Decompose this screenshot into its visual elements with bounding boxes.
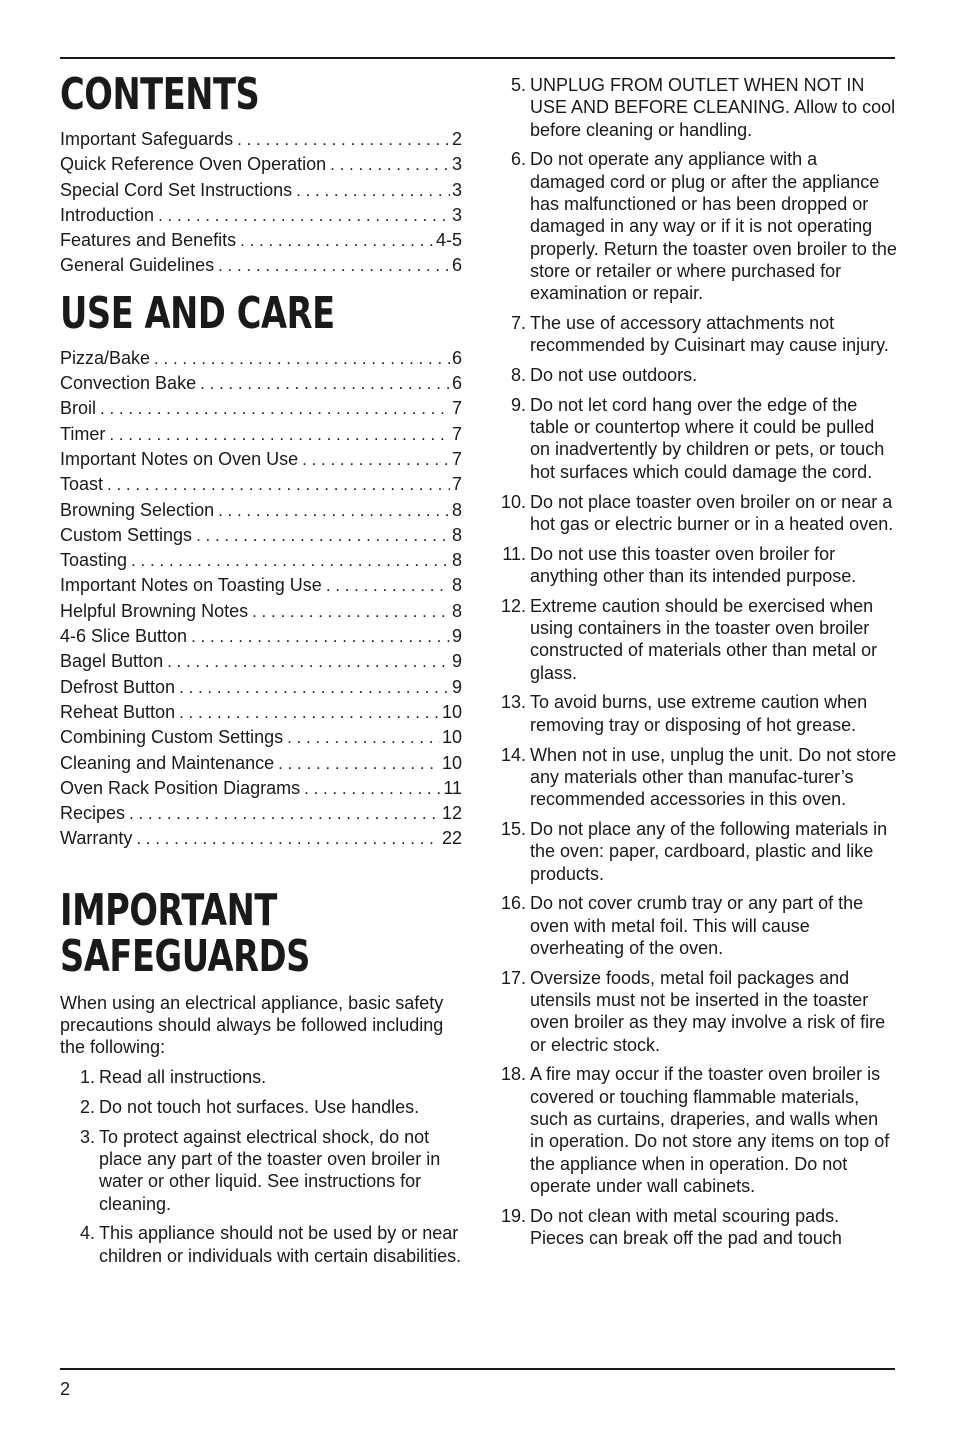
toc-entry-title: Important Notes on Toasting Use <box>60 575 322 596</box>
toc-dot-leader <box>200 371 450 396</box>
toc-entry <box>60 523 462 548</box>
toc-entry <box>60 599 462 624</box>
safeguard-number: 8. <box>510 365 526 386</box>
toc-entry-title: 4-6 Slice Button <box>60 626 188 647</box>
bottom-rule <box>60 1368 895 1370</box>
safeguard-number: 1. <box>79 1067 95 1088</box>
toc-dot-leader <box>237 127 450 152</box>
toc-entry-page: 8 <box>451 499 462 520</box>
toc-entry <box>60 776 462 801</box>
toc-entry-page: 12 <box>441 803 462 824</box>
toc-entry-title: Helpful Browning Notes <box>60 600 249 621</box>
safeguards-heading-line2: SAFEGUARDS <box>60 930 310 982</box>
safeguard-text: Do not cover crumb tray or any part of the oven with metal foil. This will cause overheating of the oven. <box>530 893 864 958</box>
contents-list <box>60 127 462 279</box>
page-number: 2 <box>60 1379 71 1399</box>
right-column <box>497 74 897 1257</box>
toc-dot-leader <box>154 346 450 371</box>
safeguards-list-left <box>60 1066 462 1267</box>
toc-dot-leader <box>131 548 450 573</box>
safeguard-number: 3. <box>79 1126 95 1147</box>
safeguard-item <box>497 744 897 811</box>
safeguard-text: A fire may occur if the toaster oven broiler is covered or touching flammable materials, such as curtains, draperies, and walls when in operation. Do not store any items on top of the appliance when in operation. Do not operate under wall cabinets. <box>530 1064 890 1196</box>
safeguard-item <box>497 818 897 885</box>
safeguard-item <box>60 1096 462 1118</box>
safeguard-item <box>497 312 897 357</box>
toc-entry <box>60 675 462 700</box>
toc-dot-leader <box>191 624 450 649</box>
safeguard-item <box>497 491 897 536</box>
toc-entry-page: 9 <box>451 651 462 672</box>
toc-entry-title: Important Safeguards <box>60 129 234 149</box>
safeguard-number: 11. <box>502 543 526 564</box>
safeguard-text: Do not let cord hang over the edge of the table or countertop where it could be pulled on inadvertently by children or pets, or touch hot surfaces which could damage the cord. <box>530 394 885 482</box>
safeguard-number: 18. <box>500 1064 526 1085</box>
toc-dot-leader <box>179 700 440 725</box>
toc-entry-title: Pizza/Bake <box>60 347 151 368</box>
toc-entry-page: 8 <box>451 575 462 596</box>
safeguard-number: 10. <box>500 491 526 512</box>
toc-entry-page: 7 <box>451 448 462 469</box>
toc-dot-leader <box>304 776 441 801</box>
toc-entry <box>60 826 462 851</box>
safeguard-item <box>60 1066 462 1088</box>
toc-dot-leader <box>218 253 450 278</box>
safeguard-text: Oversize foods, metal foil packages and utensils must not be inserted in the toaster oven broiler as they may involve a risk of fire or electric stock. <box>530 967 886 1055</box>
toc-dot-leader <box>326 573 450 598</box>
safeguard-text: Do not operate any appliance with a damaged cord or plug or after the appliance has malfunctioned or has been dropped or damaged in any way or if it is not operating properly. Return the toaster oven broiler to the store or retailer or where purchased for examination or repair. <box>530 149 897 304</box>
toc-entry <box>60 447 462 472</box>
toc-dot-leader <box>218 498 450 523</box>
toc-entry <box>60 178 462 203</box>
safeguard-item <box>497 967 897 1056</box>
toc-dot-leader <box>302 447 450 472</box>
toc-entry-title: Custom Settings <box>60 524 193 545</box>
toc-entry-title: Toast <box>60 474 104 495</box>
safeguard-item <box>497 691 897 736</box>
safeguard-text: Do not use this toaster oven broiler for anything other than its intended purpose. <box>530 543 857 586</box>
toc-entry-title: Introduction <box>60 204 155 225</box>
contents-heading: CONTENTS <box>60 69 260 120</box>
toc-entry-page: 9 <box>451 676 462 697</box>
toc-entry-title: Browning Selection <box>60 499 215 520</box>
toc-entry-title: Recipes <box>60 803 126 824</box>
toc-entry-page: 7 <box>451 398 462 419</box>
toc-dot-leader <box>278 751 440 776</box>
safeguard-text: The use of accessory attachments not recommended by Cuisinart may cause injury. <box>530 312 889 356</box>
toc-entry-title: Timer <box>60 423 106 444</box>
toc-entry <box>60 725 462 750</box>
toc-dot-leader <box>136 826 440 851</box>
toc-entry <box>60 203 462 228</box>
toc-entry <box>60 152 462 177</box>
safeguard-item <box>497 1205 897 1250</box>
safeguard-number: 7. <box>510 312 526 333</box>
safeguard-number: 9. <box>510 394 526 415</box>
toc-entry-title: General Guidelines <box>60 255 215 276</box>
safeguard-text: To avoid burns, use extreme caution when removing tray or disposing of hot grease. <box>530 692 868 735</box>
toc-dot-leader <box>240 228 434 253</box>
toc-entry-page: 7 <box>451 474 462 495</box>
toc-entry <box>60 751 462 776</box>
toc-entry-page: 8 <box>451 524 462 545</box>
safeguard-item <box>497 892 897 959</box>
use-and-care-heading: USE AND CARE <box>60 287 335 339</box>
toc-entry-page: 2 <box>451 129 462 149</box>
safeguard-text: Do not touch hot surfaces. Use handles. <box>99 1096 420 1117</box>
toc-entry <box>60 228 462 253</box>
safeguard-text: This appliance should not be used by or near children or individuals with certain disabilities. <box>99 1223 462 1266</box>
toc-dot-leader <box>158 203 450 228</box>
safeguard-number: 4. <box>79 1223 95 1244</box>
toc-entry <box>60 548 462 573</box>
toc-entry-page: 6 <box>451 255 462 276</box>
toc-entry <box>60 649 462 674</box>
safeguard-item <box>497 543 897 588</box>
safeguard-text: Do not place any of the following materials in the oven: paper, cardboard, plastic and like products. <box>530 818 888 884</box>
safeguard-item <box>497 148 897 304</box>
toc-entry-title: Convection Bake <box>60 373 197 394</box>
toc-entry <box>60 801 462 826</box>
use-and-care-list <box>60 346 462 852</box>
safeguard-item <box>497 1063 897 1197</box>
toc-entry-page: 9 <box>451 626 462 647</box>
toc-entry-title: Cleaning and Maintenance <box>60 752 275 773</box>
toc-entry-page: 3 <box>451 204 462 225</box>
toc-entry-page: 6 <box>451 347 462 368</box>
toc-entry-page: 10 <box>441 727 462 748</box>
safeguard-number: 13. <box>500 692 526 713</box>
toc-dot-leader <box>252 599 450 624</box>
toc-entry <box>60 371 462 396</box>
toc-entry-title: Reheat Button <box>60 701 176 722</box>
safeguard-text: Extreme caution should be exercised when using containers in the toaster oven broiler constructed of materials other than metal or glass. <box>530 595 878 683</box>
toc-entry-title: Combining Custom Settings <box>60 727 284 748</box>
toc-dot-leader <box>100 396 450 421</box>
safeguard-item <box>497 394 897 483</box>
safeguard-number: 12. <box>500 595 526 616</box>
toc-entry <box>60 253 462 278</box>
safeguard-number: 5. <box>510 75 526 95</box>
top-rule <box>60 57 895 59</box>
toc-entry-page: 3 <box>451 154 462 175</box>
toc-entry-page: 4-5 <box>435 230 462 251</box>
toc-entry <box>60 700 462 725</box>
safeguard-item <box>60 1126 462 1215</box>
toc-entry <box>60 472 462 497</box>
toc-entry-page: 11 <box>443 777 462 798</box>
toc-entry-page: 3 <box>451 179 462 200</box>
safeguards-intro: When using an electrical appliance, basic safety precautions should always be followed including the following: <box>60 992 444 1058</box>
toc-dot-leader <box>107 472 450 497</box>
safeguard-text: Do not place toaster oven broiler on or near a hot gas or electric burner or in a heated oven. <box>530 491 894 534</box>
safeguard-text: Do not clean with metal scouring pads. Pieces can break off the pad and touch <box>530 1205 842 1248</box>
left-column <box>60 69 462 1274</box>
toc-entry-page: 8 <box>451 600 462 621</box>
safeguard-item <box>60 1222 462 1267</box>
safeguard-number: 19. <box>500 1205 526 1226</box>
toc-entry-page: 10 <box>441 752 462 773</box>
toc-dot-leader <box>196 523 450 548</box>
safeguard-item <box>497 74 897 141</box>
safeguard-number: 2. <box>79 1096 95 1117</box>
safeguard-number: 17. <box>500 967 526 988</box>
safeguards-heading-line1: IMPORTANT <box>60 884 277 936</box>
safeguard-text: Do not use outdoors. <box>530 365 698 386</box>
safeguard-number: 14. <box>500 744 526 765</box>
safeguard-number: 6. <box>510 149 526 170</box>
toc-entry-title: Toasting <box>60 550 128 571</box>
toc-entry-title: Features and Benefits <box>60 230 237 251</box>
toc-entry-page: 7 <box>451 423 462 444</box>
toc-entry-title: Special Cord Set Instructions <box>60 179 293 200</box>
toc-entry <box>60 396 462 421</box>
toc-entry-title: Warranty <box>60 828 133 849</box>
toc-dot-leader <box>109 422 450 447</box>
toc-entry-page: 10 <box>441 701 462 722</box>
toc-entry <box>60 573 462 598</box>
safeguards-heading <box>60 884 462 982</box>
safeguard-text: Read all instructions. <box>99 1067 267 1088</box>
toc-entry-title: Important Notes on Oven Use <box>60 448 299 469</box>
toc-entry-title: Bagel Button <box>60 651 164 672</box>
safeguard-number: 15. <box>500 818 526 839</box>
toc-entry <box>60 498 462 523</box>
safeguard-text: UNPLUG FROM OUTLET WHEN NOT IN USE AND BEFORE CLEANING. Allow to cool before cleaning or handling. <box>530 75 896 140</box>
safeguard-text: To protect against electrical shock, do not place any part of the toaster oven broiler in water or other liquid. See instructions for cleaning. <box>99 1126 441 1214</box>
toc-entry-page: 8 <box>451 550 462 571</box>
toc-entry-page: 22 <box>441 828 462 849</box>
toc-dot-leader <box>129 801 440 826</box>
safeguard-item <box>497 364 897 386</box>
toc-entry-title: Broil <box>60 398 97 419</box>
toc-dot-leader <box>167 649 450 674</box>
toc-entry-page: 6 <box>451 373 462 394</box>
toc-entry-title: Defrost Button <box>60 676 176 697</box>
toc-dot-leader <box>330 152 450 177</box>
toc-entry <box>60 346 462 371</box>
toc-dot-leader <box>296 178 450 203</box>
toc-entry-title: Quick Reference Oven Operation <box>60 154 327 175</box>
toc-entry <box>60 624 462 649</box>
safeguards-list-right <box>497 74 897 1249</box>
toc-entry-title: Oven Rack Position Diagrams <box>60 777 301 798</box>
safeguard-item <box>497 595 897 684</box>
safeguard-text: When not in use, unplug the unit. Do not store any materials other than manufac-turer’s recommended accessories in this oven. <box>530 744 897 810</box>
toc-dot-leader <box>179 675 450 700</box>
toc-entry <box>60 422 462 447</box>
safeguard-number: 16. <box>500 893 526 914</box>
toc-entry <box>60 127 462 152</box>
toc-dot-leader <box>287 725 440 750</box>
